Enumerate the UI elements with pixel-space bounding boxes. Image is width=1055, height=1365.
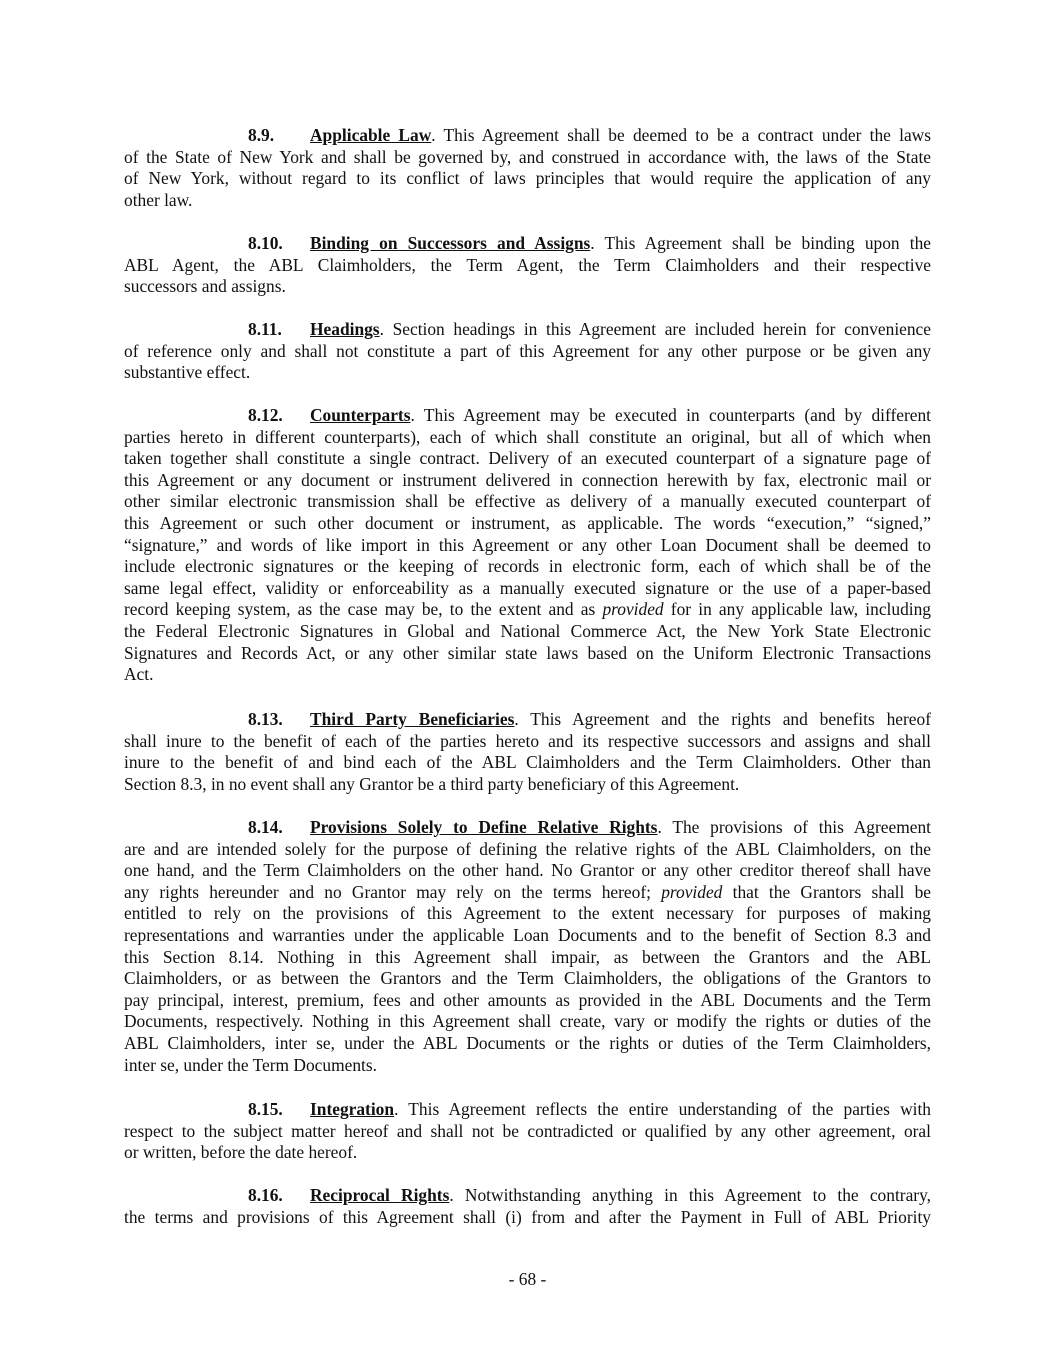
line-text: taken together shall constitute a single contract. Delivery of an executed counterpart of a signature page of xyxy=(124,448,931,469)
section-heading: Binding on Successors and Assigns xyxy=(310,233,591,253)
paragraph-line xyxy=(124,167,931,189)
paragraph-line xyxy=(124,577,931,599)
paragraph-line xyxy=(124,967,931,989)
line-text: representations and warranties under the applicable Loan Documents and to the benefit of Section 8.3 and xyxy=(124,925,931,945)
paragraph-line xyxy=(124,751,931,773)
line-text: this Agreement or such other document or instrument, as applicable. The words “execution,” “signed,” xyxy=(124,513,931,533)
line-text: Documents, respectively. Nothing in this Agreement shall create, vary or modify the rights or duties of the xyxy=(124,1011,931,1032)
line-text: Claimholders, or as between the Grantors and the Term Claimholders, the obligations of the Grantors to xyxy=(124,968,931,989)
line-text: pay principal, interest, premium, fees and other amounts as provided in the ABL Documents and the Term xyxy=(124,989,931,1010)
line-text: are and are intended solely for the purpose of defining the relative rights of the ABL Claimholders, on the xyxy=(124,838,931,859)
section-number: 8.15. xyxy=(248,1099,283,1119)
line-text: for in any applicable law, including xyxy=(663,599,931,620)
paragraph-line xyxy=(124,189,931,211)
paragraph-line xyxy=(124,642,931,664)
section-heading: Counterparts xyxy=(310,405,411,425)
line-text: other law. xyxy=(124,189,193,210)
paragraph-line xyxy=(124,512,931,534)
paragraph-line xyxy=(124,146,931,168)
line-text: . Section headings in this Agreement are included herein for convenience xyxy=(379,319,931,339)
line-text: include electronic signatures or the keeping of records in electronic form, each of which shall be of the xyxy=(124,556,931,577)
italic-term: provided xyxy=(602,599,664,620)
line-text: “signature,” and words of like import in this Agreement or any other Loan Document shall be deemed to xyxy=(124,534,931,555)
section-number: 8.16. xyxy=(248,1185,283,1205)
page-number: - 68 - xyxy=(508,1269,547,1289)
paragraph-line xyxy=(124,1054,931,1076)
line-text: . This Agreement reflects the entire understanding of the parties with xyxy=(394,1099,931,1119)
paragraph-line xyxy=(124,773,931,795)
line-text: this Agreement or any document or instrument delivered in connection herewith by fax, electronic mail or xyxy=(124,469,931,490)
paragraph-line xyxy=(248,1098,931,1120)
paragraph-line xyxy=(124,730,931,752)
paragraph-line xyxy=(124,447,931,469)
paragraph-line xyxy=(124,254,931,276)
section-number: 8.9. xyxy=(248,125,275,145)
line-text: . This Agreement shall be binding upon the xyxy=(590,233,931,253)
line-text: entitled to rely on the provisions of this Agreement to the extent necessary for purposes of making xyxy=(124,903,931,924)
section-number: 8.12. xyxy=(248,405,283,425)
paragraph-line xyxy=(124,1206,931,1228)
paragraph-line xyxy=(124,946,931,968)
paragraph-line xyxy=(124,881,931,903)
line-text: substantive effect. xyxy=(124,362,251,383)
paragraph-line xyxy=(124,989,931,1011)
paragraph-line xyxy=(124,859,931,881)
line-text: respect to the subject matter hereof and shall not be contradicted or qualified by any other agreement, oral xyxy=(124,1120,931,1141)
section-heading: Integration xyxy=(310,1099,395,1119)
paragraph-line xyxy=(124,924,931,946)
section-heading: Applicable Law xyxy=(310,125,432,145)
paragraph-line xyxy=(124,275,931,297)
paragraph-line xyxy=(124,340,931,362)
paragraph-line xyxy=(248,232,931,254)
line-text: . This Agreement may be executed in counterparts (and by different xyxy=(410,405,931,425)
line-text: of New York, without regard to its conflict of laws principles that would require the application of any xyxy=(124,168,931,189)
line-text: . The provisions of this Agreement xyxy=(657,817,931,837)
paragraph-line xyxy=(124,1120,931,1142)
section-heading: Third Party Beneficiaries xyxy=(310,709,515,729)
paragraph-line xyxy=(124,426,931,448)
section-heading: Headings xyxy=(310,319,380,339)
paragraph-line xyxy=(248,1184,931,1206)
paragraph-line xyxy=(248,318,931,340)
paragraph-line xyxy=(124,838,931,860)
paragraph-line xyxy=(248,708,931,730)
paragraph-line xyxy=(124,1010,931,1032)
line-text: record keeping system, as the case may be, to the extent and as xyxy=(124,599,603,620)
line-text: inure to the benefit of and bind each of the ABL Claimholders and the Term Claimholders. Other than xyxy=(124,752,931,773)
line-text: ABL Claimholders, inter se, under the ABL Documents or the rights or duties of the Term Claimholders, xyxy=(124,1033,931,1053)
italic-term: provided xyxy=(661,881,723,902)
paragraph-line xyxy=(124,902,931,924)
line-text: . This Agreement and the rights and benefits hereof xyxy=(514,709,931,729)
paragraph-line xyxy=(124,469,931,491)
line-text: Act. xyxy=(124,664,154,685)
line-text: the terms and provisions of this Agreement shall (i) from and after the Payment in Full of ABL Priority xyxy=(124,1206,931,1227)
line-text: Signatures and Records Act, or any other similar state laws based on the Uniform Electronic Transactions xyxy=(124,642,931,663)
line-text: of the State of New York and shall be governed by, and construed in accordance with, the laws of the State xyxy=(124,146,931,167)
paragraph-line xyxy=(124,534,931,556)
paragraph-line xyxy=(248,124,931,146)
paragraph-line xyxy=(124,490,931,512)
paragraph-line xyxy=(248,404,931,426)
paragraph-line xyxy=(124,1141,931,1163)
line-text: other similar electronic transmission shall be effective as delivery of a manually executed counterpart of xyxy=(124,491,931,512)
paragraph-line xyxy=(124,1032,931,1054)
paragraph-line xyxy=(124,620,931,642)
paragraph-line xyxy=(124,555,931,577)
section-heading: Provisions Solely to Define Relative Rights xyxy=(310,817,658,837)
line-text: successors and assigns. xyxy=(124,276,286,297)
line-text: Section 8.3, in no event shall any Grantor be a third party beneficiary of this Agreement. xyxy=(124,773,740,794)
line-text: same legal effect, validity or enforceability as a manually executed signature or the use of a paper-based xyxy=(124,577,931,598)
line-text: shall inure to the benefit of each of the parties hereto and its respective successors and assigns and shall xyxy=(124,730,931,751)
line-text: parties hereto in different counterparts), each of which shall constitute an original, but all of which when xyxy=(124,426,931,447)
line-text: ABL Agent, the ABL Claimholders, the Term Agent, the Term Claimholders and their respective xyxy=(124,254,931,275)
line-text: of reference only and shall not constitute a part of this Agreement for any other purpose or be given any xyxy=(124,340,931,361)
line-text: one hand, and the Term Claimholders on the other hand. No Grantor or any other creditor thereof shall have xyxy=(124,860,931,881)
paragraph-line xyxy=(124,663,931,685)
section-number: 8.14. xyxy=(248,817,283,837)
line-text: any rights hereunder and no Grantor may rely on the terms hereof; xyxy=(124,881,662,902)
line-text: or written, before the date hereof. xyxy=(124,1142,358,1163)
line-text: that the Grantors shall be xyxy=(722,881,931,902)
line-text: the Federal Electronic Signatures in Global and National Commerce Act, the New York State Electronic xyxy=(124,621,931,641)
line-text: inter se, under the Term Documents. xyxy=(124,1054,377,1075)
paragraph-line xyxy=(124,598,931,620)
paragraph-line xyxy=(248,816,931,838)
line-text: this Section 8.14. Nothing in this Agreement shall impair, as between the Grantors and the ABL xyxy=(124,946,931,967)
section-number: 8.10. xyxy=(248,233,283,253)
section-number: 8.11. xyxy=(248,319,282,339)
paragraph-line xyxy=(124,361,931,383)
line-text: . This Agreement shall be deemed to be a contract under the laws xyxy=(431,125,931,145)
line-text: . Notwithstanding anything in this Agreement to the contrary, xyxy=(449,1185,931,1205)
section-heading: Reciprocal Rights xyxy=(310,1185,450,1205)
section-number: 8.13. xyxy=(248,709,283,729)
